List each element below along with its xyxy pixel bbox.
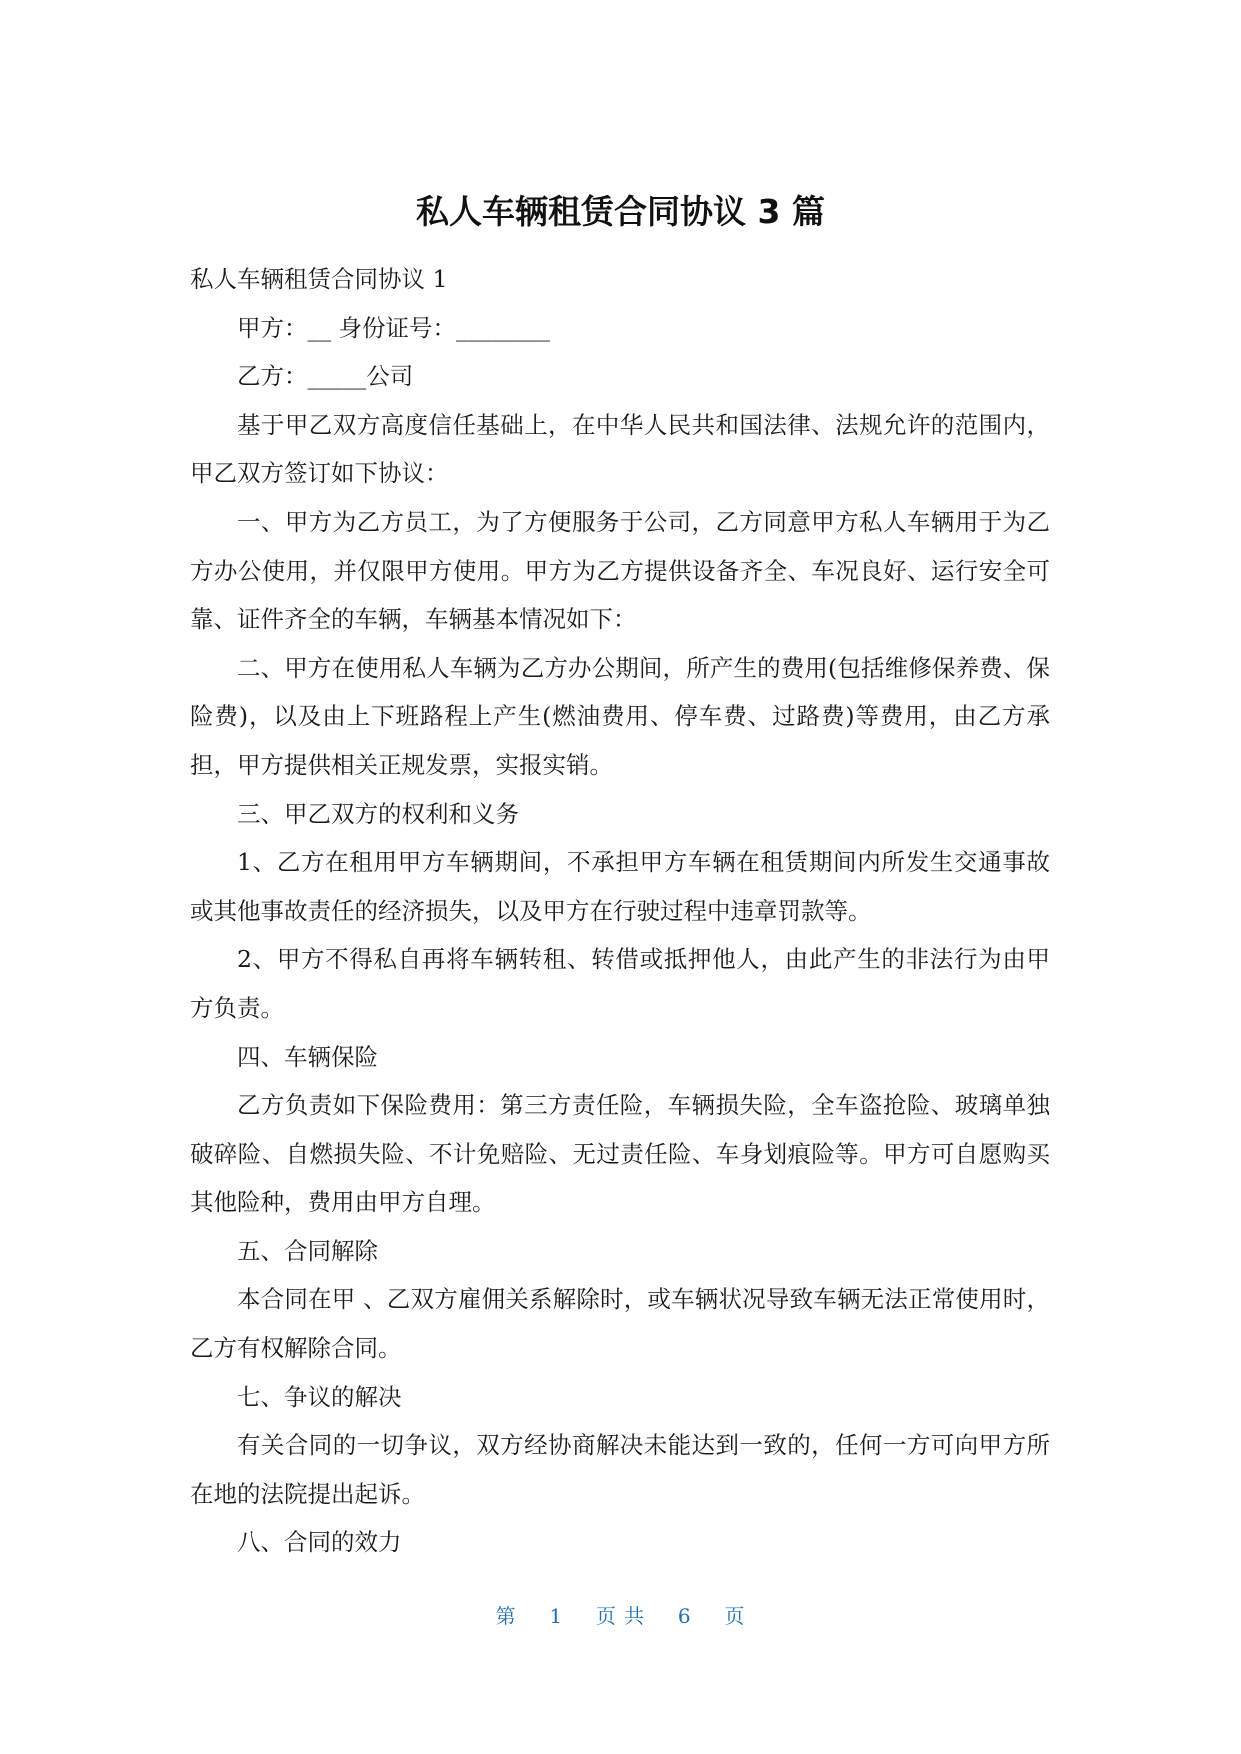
paragraph: 2、甲方不得私自再将车辆转租、转借或抵押他人，由此产生的非法行为由甲方负责。 xyxy=(190,945,1050,1022)
clause-heading: 八、合同的效力 xyxy=(237,1528,402,1557)
document-body xyxy=(190,255,1050,1567)
party-b-line: 乙方：_____公司 xyxy=(237,362,414,391)
footer-label-pages: 页 xyxy=(724,1604,746,1628)
footer-current-page: 1 xyxy=(549,1604,564,1628)
paragraph: 基于甲乙双方高度信任基础上，在中华人民共和国法律、法规允许的范围内，甲乙双方签订如下协议： xyxy=(190,410,1050,488)
party-a-line: 甲方：__ 身份证号：________ xyxy=(237,313,550,342)
paragraph: 有关合同的一切争议，双方经协商解决未能达到一致的，任何一方可向甲方所在地的法院提出起诉。 xyxy=(190,1431,1050,1508)
document-title: 私人车辆租赁合同协议 3 篇 xyxy=(416,192,825,231)
section-heading: 私人车辆租赁合同协议 1 xyxy=(190,265,448,293)
paragraph: 二、甲方在使用私人车辆为乙方办公期间，所产生的费用(包括维修保养费、保险费)，以及由上下班路程上产生(燃油费用、停车费、过路费)等费用，由乙方承担，甲方提供相关正规发票，实报实销。 xyxy=(190,653,1050,779)
page-footer xyxy=(0,1601,1241,1631)
clause-heading: 三、甲乙双方的权利和义务 xyxy=(237,799,519,828)
clause-heading: 四、车辆保险 xyxy=(237,1042,378,1071)
paragraph: 本合同在甲 、乙双方雇佣关系解除时，或车辆状况导致车辆无法正常使用时，乙方有权解除合同。 xyxy=(190,1285,1050,1363)
paragraph: 1、乙方在租用甲方车辆期间，不承担甲方车辆在租赁期间内所发生交通事故或其他事故责任的经济损失，以及甲方在行驶过程中违章罚款等。 xyxy=(190,848,1050,925)
clause-heading: 七、争议的解决 xyxy=(237,1382,402,1411)
footer-total-pages: 6 xyxy=(677,1604,692,1628)
footer-label-page: 第 xyxy=(495,1604,517,1628)
footer-label-of: 页 共 xyxy=(595,1604,646,1628)
clause-heading: 五、合同解除 xyxy=(237,1236,378,1265)
paragraph: 一、甲方为乙方员工，为了方便服务于公司，乙方同意甲方私人车辆用于为乙方办公使用，并仅限甲方使用。甲方为乙方提供设备齐全、车况良好、运行安全可靠、证件齐全的车辆，车辆基本情况如下： xyxy=(190,507,1050,634)
paragraph: 乙方负责如下保险费用：第三方责任险，车辆损失险，全车盗抢险、玻璃单独破碎险、自燃损失险、不计免赔险、无过责任险、车身划痕险等。甲方可自愿购买其他险种，费用由甲方自理。 xyxy=(190,1091,1050,1217)
